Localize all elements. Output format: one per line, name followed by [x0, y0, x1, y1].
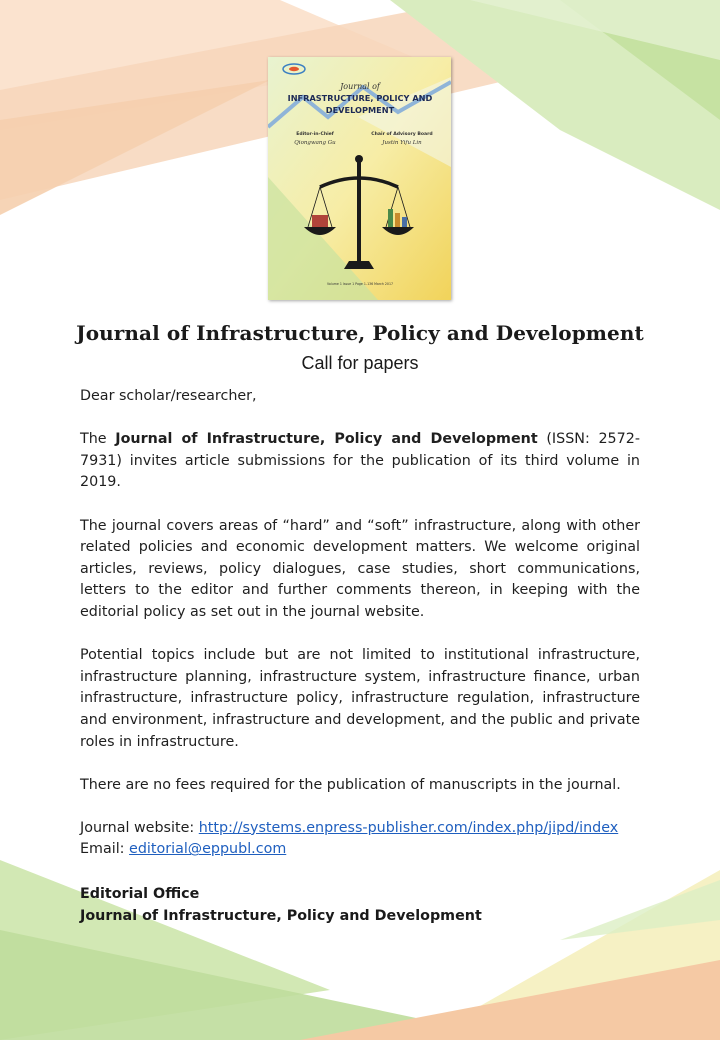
email-line	[80, 839, 640, 861]
website-link[interactable]: http://systems.enpress-publisher.com/index.php/jipd/index	[198, 819, 619, 836]
cover-title-line1: INFRASTRUCTURE, POLICY AND	[287, 93, 433, 103]
editorial-signature	[80, 884, 640, 927]
p1-rest: (ISSN: 2572-7931) invites article submissions for the publication of its third volume in 2019.	[80, 431, 641, 491]
cover-editor-label: Editor-in-Chief	[296, 132, 334, 137]
paragraph-fees: There are no fees required for the publication of manuscripts in the journal.	[80, 776, 621, 793]
greeting: Dear scholar/researcher,	[80, 388, 257, 404]
footer-office: Editorial Office	[80, 886, 200, 902]
cover-chair-name: Justin Yifu Lin	[382, 140, 422, 146]
paragraph-scope: The journal covers areas of “hard” and “soft” infrastructure, along with other related policies and economic development matters. We welcome original articles, reviews, policy dialogues, case studies, short communications, letters to the editor and further comments thereon, in keeping with the editorial policy as set out in the journal website.	[80, 517, 640, 620]
paragraph-invitation	[80, 429, 640, 494]
page-subtitle: Call for papers	[301, 353, 419, 373]
journal-cover-image	[268, 57, 451, 300]
cover-issue-line: Volume 1 Issue 1 Page 1-136 March 2017	[326, 282, 394, 286]
email-label: Email:	[80, 841, 130, 858]
p1-lead: The	[80, 431, 116, 448]
email-link[interactable]: editorial@eppubl.com	[129, 841, 287, 858]
cover-journal-of: Journal of	[340, 82, 380, 91]
cover-chair-label: Chair of Advisory Board	[371, 132, 433, 137]
letter-body	[80, 386, 640, 861]
website-label: Journal website:	[80, 819, 199, 836]
website-line	[80, 818, 640, 840]
cover-title-line2: DEVELOPMENT	[325, 105, 395, 115]
page-title: Journal of Infrastructure, Policy and Development	[76, 321, 644, 345]
paragraph-topics: Potential topics include but are not limited to institutional infrastructure, infrastructure planning, infrastructure system, infrastructure finance, urban infrastructure, infrastructure policy, infrastructure regulation, infrastructure and environment, infrastructure and development, and the public and private roles in infrastructure.	[80, 647, 640, 750]
bg-shape-peach-bottomright	[300, 960, 720, 1040]
journal-name-bold: Journal of Infrastructure, Policy and Development	[115, 431, 538, 448]
footer-journal: Journal of Infrastructure, Policy and Development	[80, 907, 482, 924]
cover-editor-name: Qiongwang Gu	[294, 140, 336, 146]
